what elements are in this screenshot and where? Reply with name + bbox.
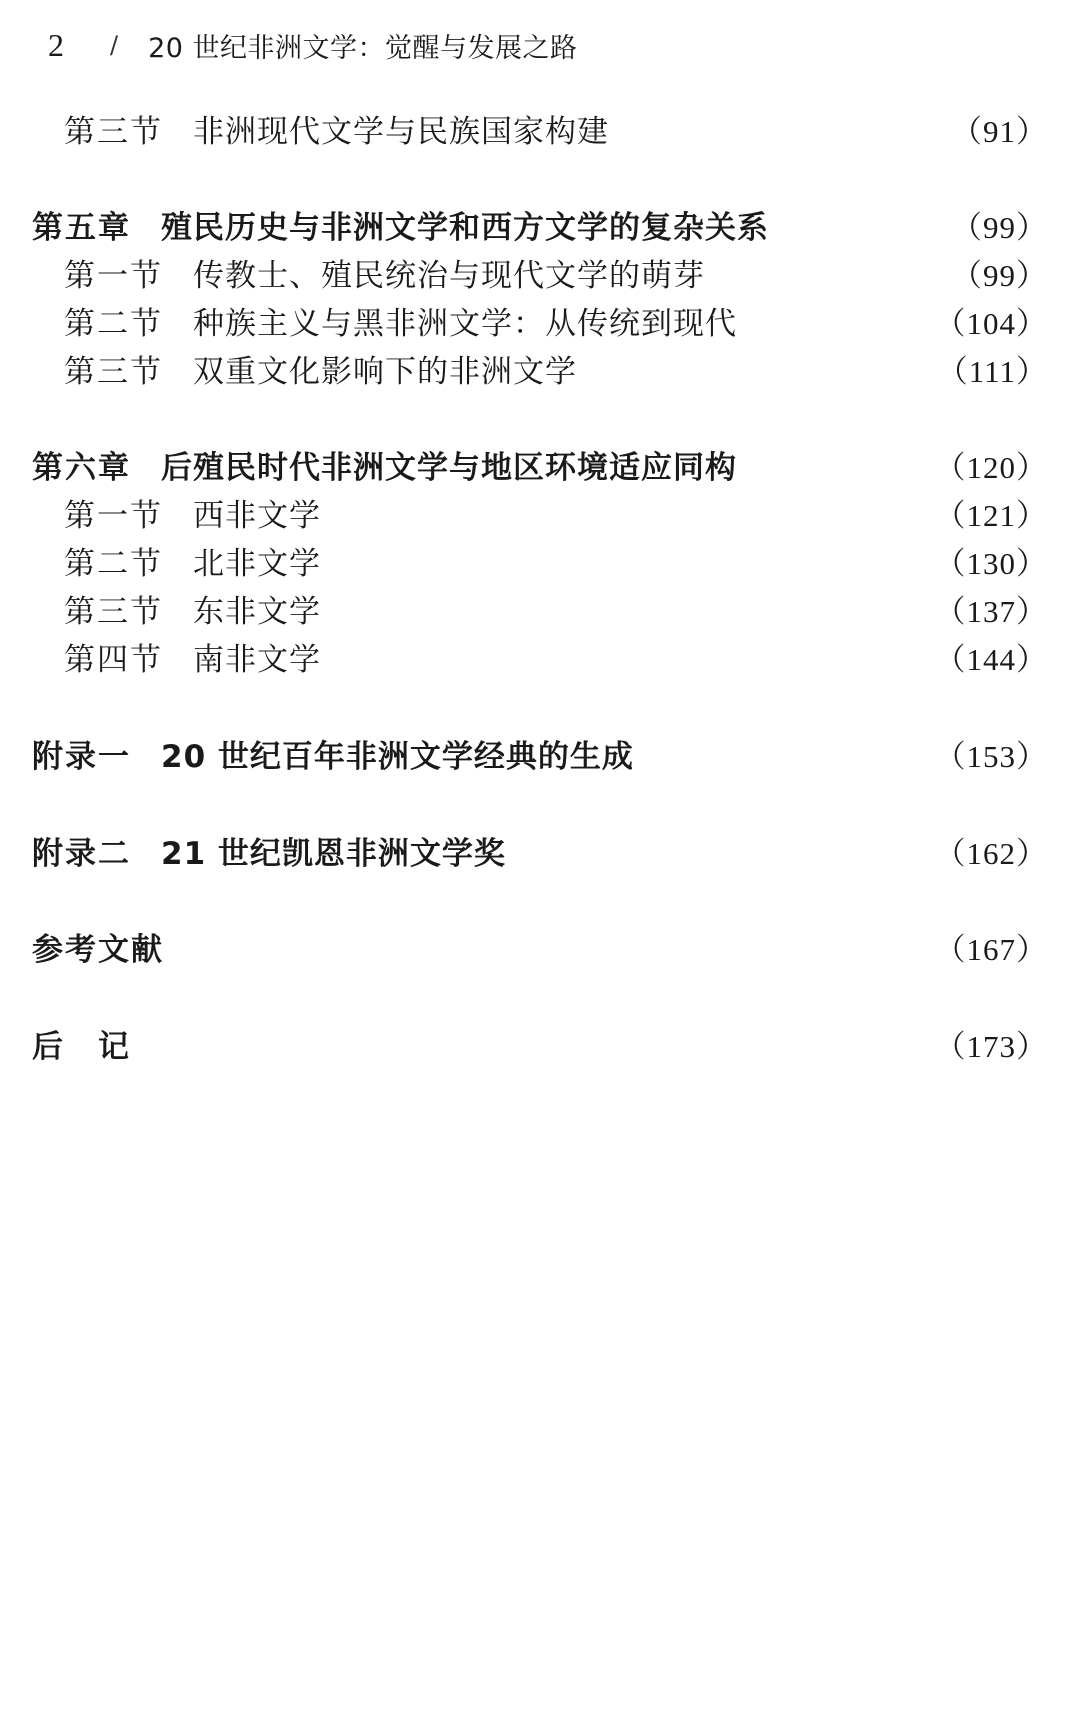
toc-entry-number: 第一节 [64,258,163,294]
toc-entry[interactable] [32,928,1048,972]
dot-leader [652,735,917,779]
toc-entry-page: （173） [934,1029,1048,1064]
toc-entry-number: 第三节 [64,114,163,150]
toc-entry-title: 西非文学 [193,498,321,534]
toc-entry-page: （104） [934,306,1048,341]
toc-entry-page: （121） [934,498,1048,533]
dot-leader [182,928,917,972]
toc-entry-page: （99） [951,210,1048,245]
page-number: 2 [48,26,64,63]
toc-entry-title: 南非文学 [193,642,321,678]
toc-entry-number: 第一节 [64,498,163,534]
toc-entry-number: 后 记 [32,1029,131,1065]
toc-entry-title: 殖民历史与非洲文学和西方文学的复杂关系 [161,210,769,246]
dot-leader [755,302,917,346]
toc-entry-number: 第四节 [64,642,163,678]
toc-entry-number: 第二节 [64,306,163,342]
toc-entry[interactable] [64,542,1048,586]
dot-leader [787,206,933,250]
toc-entry-page: （137） [934,594,1048,629]
toc-entry-number: 参考文献 [32,932,164,968]
toc-entry-page: （144） [934,642,1048,677]
dot-leader [723,254,933,298]
toc-entry-page: （153） [934,739,1048,774]
toc-entry[interactable] [32,735,1048,779]
toc-entry-title: 后殖民时代非洲文学与地区环境适应同构 [161,450,737,486]
dot-leader [524,832,917,876]
toc-entry-page: （130） [934,546,1048,581]
toc-entry[interactable] [64,302,1048,346]
toc-entry-title: 20 世纪百年非洲文学经典的生成 [161,739,634,775]
toc-entry[interactable] [64,350,1048,394]
toc-entry-page: （162） [934,836,1048,871]
toc-entry-page: （111） [936,354,1048,389]
toc-entry-title: 东非文学 [193,594,321,630]
toc-entry-title: 双重文化影响下的非洲文学 [193,354,577,390]
toc-entry-number: 附录一 [32,739,131,775]
toc-entry-page: （167） [934,932,1048,967]
toc-entry-title: 种族主义与黑非洲文学：从传统到现代 [193,306,737,342]
toc-entry-page: （120） [934,450,1048,485]
dot-leader [339,638,917,682]
dot-leader [595,350,919,394]
toc-entry-number: 第三节 [64,594,163,630]
toc-entry-number: 附录二 [32,836,131,872]
book-title: 20 世纪非洲文学：觉醒与发展之路 [148,32,578,64]
toc-entry[interactable] [64,590,1048,634]
toc-entry-title: 非洲现代文学与民族国家构建 [193,114,609,150]
toc-entry[interactable] [64,110,1048,154]
dot-leader [755,446,917,490]
header-separator: / [110,31,119,59]
toc-entry-title: 北非文学 [193,546,321,582]
toc-entry[interactable] [32,446,1048,490]
toc-entry-title: 21 世纪凯恩非洲文学奖 [161,836,506,872]
toc-entry-title: 传教士、殖民统治与现代文学的萌芽 [193,258,705,294]
toc-entry[interactable] [64,254,1048,298]
running-head [48,18,578,72]
toc-entry-number: 第六章 [32,450,131,486]
toc-entry[interactable] [64,494,1048,538]
dot-leader [339,542,917,586]
toc-entry-number: 第二节 [64,546,163,582]
toc-entry[interactable] [32,1025,1048,1069]
toc-entry-number: 第三节 [64,354,163,390]
toc-entry[interactable] [32,206,1048,250]
dot-leader [339,494,917,538]
toc-entry[interactable] [64,638,1048,682]
toc-entry-page: （91） [951,114,1048,149]
dot-leader [149,1025,917,1069]
dot-leader [339,590,917,634]
toc-entry[interactable] [32,832,1048,876]
dot-leader [627,110,933,154]
toc-entry-page: （99） [951,258,1048,293]
toc-entry-number: 第五章 [32,210,131,246]
